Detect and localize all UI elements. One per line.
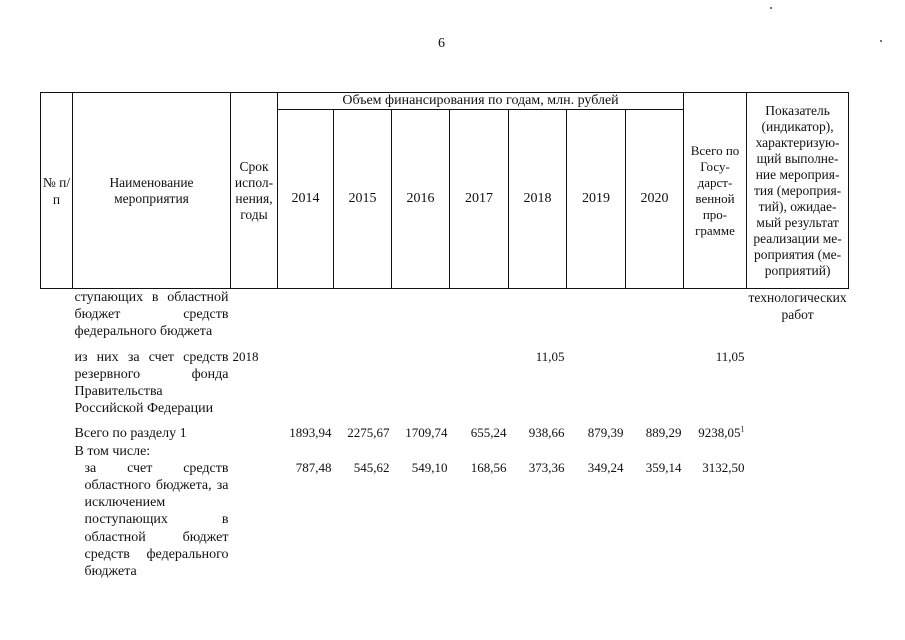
value-2015 [334,443,392,460]
column-header-indicator: Показатель (индикатор), характеризую-щий выполне-ние мероприя-тия (мероприя-тий), ожидае-мый результат реализации ме-роприятия (ме-роприятий) [747,93,849,289]
column-header-deadline: Срок испол-нения, годы [231,93,278,289]
column-header-number: № п/п [41,93,73,289]
total-cell [684,460,747,580]
scan-speck [880,40,882,42]
indicator-cell [747,443,849,460]
funding-table [40,92,849,580]
total-value: 9238,05 [698,425,741,441]
value-2020: 359,14 [645,459,682,475]
value-2018: 11,05 [535,348,565,364]
value-2015 [334,349,392,418]
column-header-year-2018: 2018 [509,110,567,289]
row-number [41,289,73,341]
column-header-year-2016: 2016 [392,110,450,289]
value-2020 [626,289,684,341]
value-2019: 879,39 [587,425,624,441]
indicator-cell [747,349,849,418]
value-2015: 545,62 [353,459,390,475]
deadline-cell [231,425,278,442]
page-number: 6 [438,36,445,51]
footnote-marker: 1 [740,425,745,435]
value-2017 [450,289,509,341]
value-2014 [278,443,334,460]
total-value: 3132,50 [702,459,745,475]
row-number [41,349,73,418]
indicator-cell [747,425,849,442]
value-2017 [450,443,509,460]
column-header-name: Наименование мероприятия [73,93,231,289]
row-number [41,460,73,580]
indicator-cell: технологических работ [748,290,847,322]
measure-name: ступающих в областной бюджет средств федерального бюджета [74,290,229,340]
value-2020: 889,29 [645,425,682,441]
value-2014 [278,289,334,341]
value-2014: 787,48 [295,459,332,475]
value-2017 [450,349,509,418]
indicator-cell [747,460,849,580]
total-cell [684,425,747,442]
column-header-year-2020: 2020 [626,110,684,289]
column-header-total: Всего по Госу-дарст-венной про-грамме [684,93,747,289]
value-2016 [392,349,450,418]
table-body [41,289,849,581]
value-2018: 373,36 [528,459,565,475]
table-row [41,425,849,442]
table-row [41,289,849,341]
value-2020 [626,443,684,460]
total-cell [684,443,747,460]
value-2017: 168,56 [470,459,507,475]
table-row [41,460,849,580]
total-cell [684,349,747,418]
deadline-cell [231,289,278,341]
value-2016: 1709,74 [405,425,448,441]
row-number [41,443,73,460]
column-header-year-2017: 2017 [450,110,509,289]
value-2015: 2275,67 [347,425,390,441]
value-2020 [626,349,684,418]
value-2015 [334,289,392,341]
table-row [41,443,849,460]
scan-speck [770,7,772,9]
value-2019 [567,443,626,460]
column-header-year-2014: 2014 [278,110,334,289]
value-2018 [509,443,567,460]
column-group-funding: Объем финансирования по годам, млн. рублей [278,93,684,110]
total-cell [684,289,747,341]
value-2018 [509,289,567,341]
measure-name: из них за счет средств резервного фонда Правительства Российской Федерации [74,349,229,417]
column-header-year-2015: 2015 [334,110,392,289]
value-2019: 349,24 [587,459,624,475]
value-2016 [392,443,450,460]
column-header-year-2019: 2019 [567,110,626,289]
value-2014: 1893,94 [289,425,332,441]
value-2014 [278,349,334,418]
value-2017: 655,24 [470,425,507,441]
total-value: 11,05 [715,348,745,364]
measure-name: за счет средств областного бюджета, за исключением поступающих в областной бюджет средств федерального бюджета [84,460,229,580]
measure-name: Всего по разделу 1 [74,426,187,442]
table-header [41,93,849,289]
measure-name: В том числе: [74,443,151,459]
value-2016: 549,10 [411,459,448,475]
deadline-cell [231,443,278,460]
row-number [41,425,73,442]
table-row [41,349,849,418]
deadline-cell [231,460,278,580]
value-2018: 938,66 [528,425,565,441]
value-2016 [392,289,450,341]
value-2019 [567,349,626,418]
deadline-cell: 2018 [232,348,259,364]
value-2019 [567,289,626,341]
